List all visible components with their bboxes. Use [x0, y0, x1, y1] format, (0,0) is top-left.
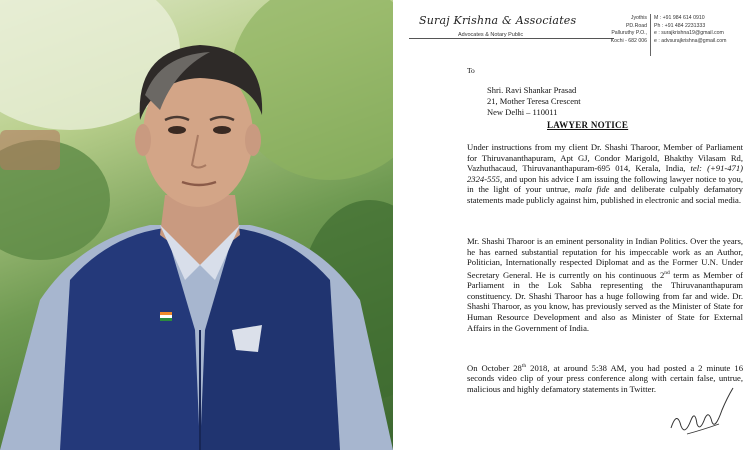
- firm-address: [603, 15, 647, 45]
- lawyer-notice-letter: [397, 0, 750, 450]
- paragraph-text: Under instructions from my client Dr. Shashi Tharoor, Member of Parliament for Thiruvananthapuram, Apt GJ, Condor Marigold, Bhakthy Vilasam Rd, Vazhuthacaud, Thiruvananthapuram-695 014, Kerala, India,: [467, 142, 743, 174]
- contact-line: M : +91 984 614 0910: [654, 15, 705, 21]
- firm-name: Suraj Krishna & Associates: [419, 14, 577, 27]
- telephone-number: tel: (+91-471) 2324-555,: [467, 163, 743, 184]
- paragraph-text: and upon his advice I am issuing the following lawyer notice to you, in the light of your untrue,: [467, 173, 743, 195]
- recipient-line: Shri. Ravi Shankar Prasad: [487, 85, 577, 95]
- firm-tagline: Advocates & Notary Public: [458, 32, 524, 38]
- paragraph-text: On October 28: [467, 362, 522, 373]
- contact-line: Ph : +91 484 2231333: [654, 22, 706, 29]
- paragraph-text: and deliberate culpably defamatory statements made publicly against him, published in electronic and social media.: [467, 184, 743, 205]
- to-label: To: [467, 66, 475, 75]
- letterhead-rule: [409, 38, 614, 39]
- address-line: Palluruthy P.O.,: [611, 30, 647, 37]
- paragraph-1: [467, 142, 743, 206]
- ordinal-suffix: th: [521, 363, 527, 369]
- contact-line: e : advsurajkrishna@gmail.com: [654, 37, 727, 44]
- paragraph-text: Mr. Shashi Tharoor is an eminent personality in Indian Politics. Over the years, he has earned substantial reputation for his impeccable work as an Author, Politician, Internationally respected Diplomat and as the Former U.N. Under Secretary General. He is currently on his continuous 2: [467, 236, 743, 280]
- recipient-line: New Delhi – 110011: [487, 107, 558, 117]
- emphasized-phrase: mala fide: [574, 184, 610, 195]
- recipient-line: 21, Mother Teresa Crescent: [487, 96, 581, 106]
- address-line: Kochi - 682 006: [610, 37, 647, 44]
- contact-line: e : surajkrishna19@gmail.com: [654, 30, 724, 37]
- handwritten-signature: [667, 380, 737, 440]
- ordinal-suffix: nd: [664, 269, 670, 276]
- paragraph-2: [467, 236, 743, 333]
- paragraph-text: 2018, at around 5:38 AM, you had posted a 2 minute 16 seconds video clip of your press conference along with certain false, untrue, malicious and highly defamatory statements in Twitter.: [467, 362, 743, 395]
- firm-contact: [654, 15, 749, 45]
- address-line: PD.Road: [625, 22, 647, 29]
- address-line: Jyothis: [630, 15, 647, 21]
- notice-title: LAWYER NOTICE: [547, 120, 629, 130]
- recipient-address: [487, 85, 581, 118]
- letterhead-separator: [650, 14, 651, 56]
- paragraph-text: term as Member of Parliament in the Lok Sabha representing the Thiruvananthapuram constituency. Dr. Shashi Tharoor has a huge following from far and wide. Dr. Shashi Tharoor, as you know, has previously served as the Minister of State for Human Resource Development and also as Minister of State for External Affairs in the Government of India.: [467, 269, 743, 333]
